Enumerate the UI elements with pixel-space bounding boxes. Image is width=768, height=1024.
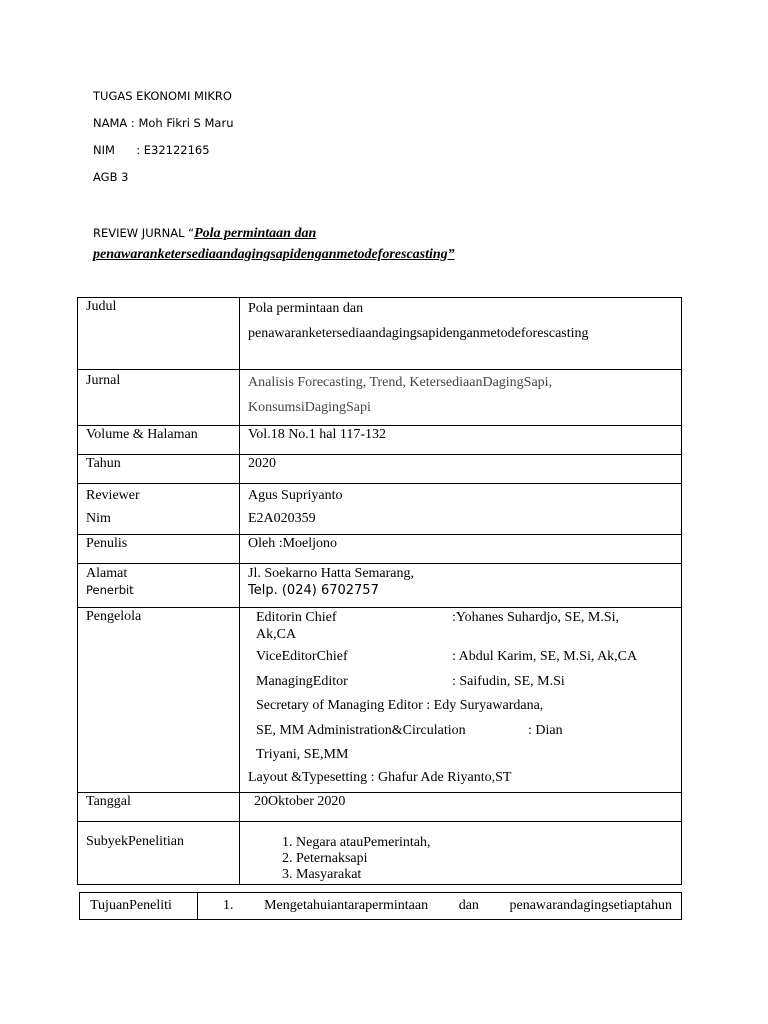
tujuan-table	[79, 892, 682, 920]
row-volume	[78, 426, 682, 455]
reviewer-name: Agus Supriyanto	[248, 488, 343, 503]
penulis-label: Penulis	[86, 536, 128, 551]
penerbit-phone: Telp. (024) 6702757	[248, 583, 379, 598]
nim-value: : E32122165	[136, 143, 210, 157]
row-alamat	[78, 564, 682, 608]
row-tujuan	[80, 893, 682, 920]
admin-right: : Dian	[528, 722, 563, 738]
editor-role: Editorin Chief	[256, 610, 337, 625]
tanggal-label: Tanggal	[86, 794, 131, 809]
student-name: NAMA : Moh Fikri S Maru	[93, 116, 234, 130]
row-tanggal	[78, 793, 682, 822]
reviewer-label: Reviewer	[86, 488, 140, 503]
tahun-value: 2020	[248, 456, 276, 471]
row-subyek	[78, 822, 682, 885]
volume-value: Vol.18 No.1 hal 117-132	[248, 427, 387, 442]
layout-line: Layout &Typesetting : Ghafur Ade Riyanto,ST	[248, 769, 512, 785]
judul-line2: penawaranketersediaandagingsapidenganmetodeforescasting	[248, 326, 589, 341]
judul-label: Judul	[86, 299, 117, 314]
nim-label: NIM	[93, 143, 115, 157]
review-heading	[93, 223, 693, 265]
assignment-title: TUGAS EKONOMI MIKRO	[93, 89, 232, 103]
pengelola-label: Pengelola	[86, 609, 142, 624]
subyek-item: 3. Masyarakat	[296, 867, 681, 883]
jurnal-line2: KonsumsiDagingSapi	[248, 400, 371, 415]
tujuan-label: TujuanPeneliti	[90, 898, 172, 913]
tujuan-line	[199, 898, 680, 914]
review-title-part1: Pola permintaan dan	[194, 226, 317, 241]
editor-name: :Yohanes Suhardjo, SE, M.Si,	[452, 610, 619, 625]
admin-left: SE, MM Administration&Circulation	[256, 722, 466, 738]
tujuan-word2: dan	[458, 898, 479, 913]
subyek-list	[248, 835, 681, 883]
managing-editor-role: ManagingEditor	[256, 673, 348, 689]
row-jurnal	[78, 370, 682, 426]
tanggal-value: 20Oktober 2020	[254, 794, 346, 809]
reviewer-nim: E2A020359	[248, 511, 316, 526]
row-pengelola	[78, 608, 682, 793]
review-title-part2: penawaranketersediaandagingsapidenganmetodeforescasting”	[93, 247, 455, 262]
subyek-label: SubyekPenelitian	[86, 834, 184, 849]
secretary-line: Secretary of Managing Editor : Edy Suryawardana,	[256, 698, 544, 713]
student-nim	[93, 143, 210, 157]
jurnal-label: Jurnal	[86, 373, 121, 388]
alamat-label: Alamat	[86, 566, 128, 581]
subyek-item: 1. Negara atauPemerintah,	[296, 835, 681, 851]
class-group: AGB 3	[93, 170, 129, 184]
tujuan-word3: penawarandagingsetiaptahun	[509, 898, 672, 913]
review-table	[77, 297, 682, 885]
penulis-value: Oleh :Moeljono	[248, 536, 338, 551]
judul-line1: Pola permintaan dan	[248, 301, 364, 316]
tahun-label: Tahun	[86, 456, 121, 471]
editor-name-cont: Ak,CA	[256, 627, 297, 642]
volume-label: Volume & Halaman	[86, 427, 198, 442]
review-label: REVIEW JURNAL “	[93, 226, 195, 240]
row-tahun	[78, 455, 682, 484]
admin-cont: Triyani, SE,MM	[256, 747, 349, 762]
managing-editor-name: : Saifudin, SE, M.Si	[452, 673, 565, 689]
tujuan-number: 1.	[223, 898, 234, 913]
jurnal-line1: Analisis Forecasting, Trend, KetersediaanDagingSapi,	[248, 375, 553, 390]
alamat-value: Jl. Soekarno Hatta Semarang,	[248, 566, 415, 581]
vice-editor-role: ViceEditorChief	[256, 649, 348, 664]
vice-editor-name: : Abdul Karim, SE, M.Si, Ak,CA	[452, 649, 638, 664]
row-penulis	[78, 535, 682, 564]
penerbit-label: Penerbit	[86, 583, 134, 597]
reviewer-nim-label: Nim	[86, 511, 111, 526]
row-judul	[78, 298, 682, 370]
tujuan-word1: Mengetahuiantarapermintaan	[264, 898, 429, 913]
subyek-item: 2. Peternaksapi	[296, 851, 681, 867]
row-reviewer	[78, 484, 682, 535]
